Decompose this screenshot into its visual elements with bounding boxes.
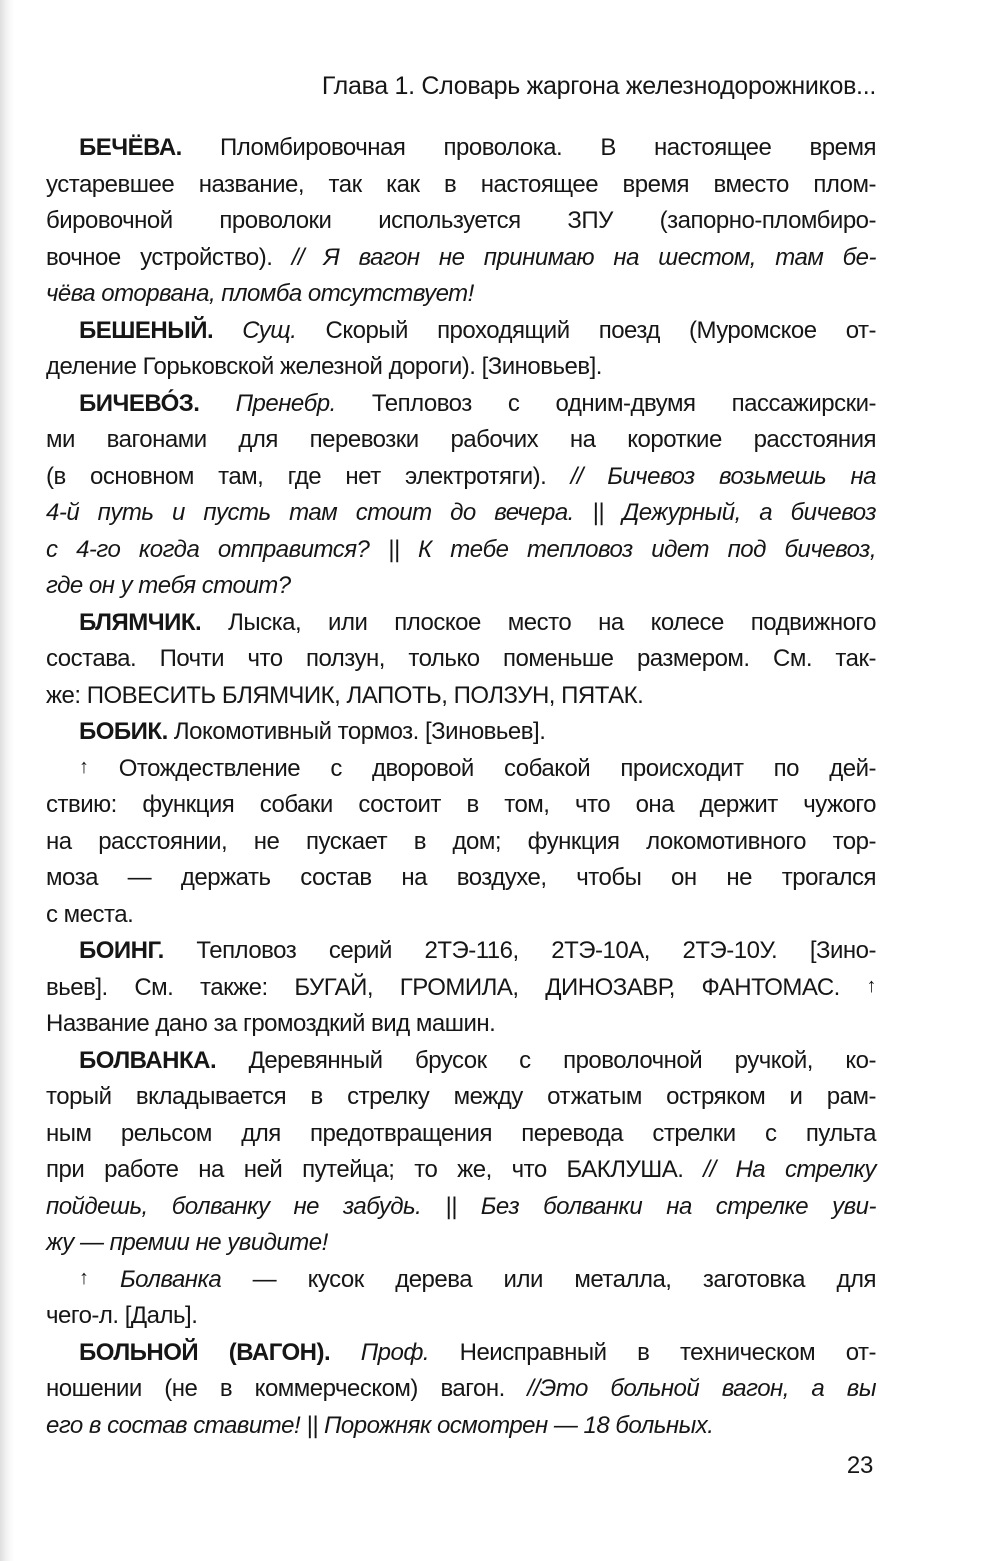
text-line — [46, 1225, 876, 1262]
body-text: же: ПОВЕСИТЬ БЛЯМЧИК, ЛАПОТЬ, ПОЛЗУН, ПЯТАК. — [46, 681, 644, 709]
text-line — [46, 1116, 876, 1153]
body-text: ствию: функция собаки состоит в том, что она держит чужого — [46, 791, 876, 818]
italic-text: // На стрелку — [703, 1156, 877, 1183]
body-text: с места. — [46, 900, 134, 928]
text-line — [46, 532, 876, 569]
italic-text: пойдешь, болванку не забудь. || Без болванки на стрелке уви- — [46, 1192, 876, 1220]
body-text: вочное устройство). — [46, 243, 292, 271]
text-line — [46, 459, 876, 496]
text-line — [46, 276, 876, 313]
body-text: Деревянный брусок с проволочной ручкой, ко- — [216, 1046, 876, 1074]
body-text: ми вагонами для перевозки рабочих на короткие расстояния — [46, 426, 876, 453]
text-line — [46, 678, 876, 715]
body-text: бировочной проволоки используется ЗПУ (запорно-пломбиро- — [46, 207, 876, 234]
italic-text: его в состав ставите! || Порожняк осмотрен — 18 больных. — [46, 1411, 714, 1439]
text-line — [46, 240, 876, 277]
body-text: при работе на ней путейца; то же, что БАКЛУША. — [46, 1156, 704, 1183]
body-text: торый вкладывается в стрелку между отжатым остряком и рам- — [46, 1083, 876, 1110]
body-text: ным рельсом для предотвращения перевода стрелки с пульта — [46, 1119, 876, 1147]
italic-text: чёва оторвана, пломба отсутствует! — [46, 280, 474, 307]
italic-text: с 4-го когда отправится? || К тебе тепловоз идет под бичевоз, — [46, 535, 876, 563]
text-line — [46, 970, 876, 1007]
headword: БОЛЬНОЙ (ВАГОН). — [79, 1338, 331, 1366]
text-line — [46, 1043, 876, 1080]
body-text: на расстоянии, не пускает в дом; функция локомотивного тор- — [46, 827, 876, 855]
text-line — [46, 568, 876, 605]
dictionary-paragraph — [46, 933, 876, 1043]
italic-text: жу — премии не увидите! — [46, 1229, 328, 1256]
text-line — [46, 1006, 876, 1043]
italic-text: Болванка — [88, 1265, 222, 1293]
body-text: состава. Почти что ползун, только поменьше размером. См. так- — [46, 645, 876, 672]
body-text: Лыска, или плоское место на колесе подвижного — [201, 608, 876, 636]
italic-text: Проф. — [330, 1338, 430, 1366]
body-text: ношении (не в коммерческом) вагон. — [46, 1375, 528, 1402]
italic-text: Пренебр. — [199, 389, 336, 417]
body-text: Локомотивный тормоз. [Зиновьев]. — [167, 718, 546, 745]
text-line — [46, 130, 876, 167]
text-line — [46, 422, 876, 459]
text-line — [46, 313, 876, 350]
italic-text: //Это больной вагон, а вы — [527, 1375, 876, 1402]
body-text: устаревшее название, так как в настоящее время вместо плом- — [46, 170, 876, 198]
italic-text: // Бичевоз возьмешь на — [570, 462, 876, 490]
headword: БЕЧЁВА. — [79, 134, 182, 161]
italic-text: // Я вагон не принимаю на шестом, там бе- — [291, 243, 876, 271]
text-line — [46, 1079, 876, 1116]
text-line — [46, 349, 876, 386]
text-line — [46, 860, 876, 897]
note-marker-icon: ↑ — [79, 1266, 89, 1289]
dictionary-paragraph — [46, 714, 876, 751]
page-number: 23 — [846, 1452, 873, 1479]
dictionary-paragraph — [46, 1262, 876, 1335]
body-text: Пломбировочная проволока. В настоящее время — [181, 134, 876, 161]
body-text: Отождествление с дворовой собакой происходит по дей- — [88, 754, 876, 782]
body-text: — кусок дерева или металла, заготовка для — [221, 1265, 876, 1293]
scan-gutter-shadow — [0, 0, 14, 1561]
note-marker-icon: ↑ — [79, 755, 89, 778]
text-line — [46, 1152, 876, 1189]
text-line — [46, 933, 876, 970]
body-text: Скорый проходящий поезд (Муромское от- — [296, 316, 876, 344]
text-line — [46, 605, 876, 642]
text-line — [46, 1335, 876, 1372]
dictionary-paragraph — [46, 605, 876, 715]
dictionary-paragraph — [46, 1043, 876, 1262]
italic-text: где он у тебя стоит? — [46, 572, 291, 599]
text-line — [46, 495, 876, 532]
text-line — [46, 1298, 876, 1335]
italic-text: Сущ. — [213, 316, 297, 344]
body-text: чего-л. [Даль]. — [46, 1302, 198, 1329]
text-line — [46, 824, 876, 861]
text-line — [46, 167, 876, 204]
text-line — [46, 751, 876, 788]
body-text: (в основном там, где нет электротяги). — [46, 462, 571, 490]
text-line — [46, 1262, 876, 1299]
body-text: Название дано за громоздкий вид машин. — [46, 1010, 496, 1037]
text-line — [46, 1371, 876, 1408]
text-line — [46, 897, 876, 934]
body-text: вьев]. См. также: БУГАЙ, ГРОМИЛА, ДИНОЗАВР, ФАНТОМАС. — [46, 973, 867, 1001]
italic-text: 4-й путь и пусть там стоит до вечера. || Дежурный, а бичевоз — [46, 499, 876, 526]
body-text: деление Горьковской железной дороги). [Зиновьев]. — [46, 353, 602, 380]
headword: БОБИК. — [79, 718, 168, 745]
running-header: Глава 1. Словарь жаргона железнодорожников... — [321, 72, 876, 100]
body-text: Тепловоз с одним-двумя пассажирски- — [335, 389, 876, 417]
dictionary-paragraph — [46, 313, 876, 386]
body-text: Неисправный в техническом от- — [429, 1338, 876, 1366]
dictionary-paragraph — [46, 1335, 876, 1445]
body-text: Тепловоз серий 2ТЭ-116, 2ТЭ-10А, 2ТЭ-10У. [Зино- — [163, 937, 876, 964]
text-block — [46, 130, 876, 1444]
dictionary-paragraph — [46, 751, 876, 934]
dictionary-paragraph — [46, 130, 876, 313]
note-marker-icon: ↑ — [866, 974, 876, 997]
headword: БЕШЕНЫЙ. — [79, 316, 214, 344]
text-line — [46, 714, 876, 751]
headword: БИЧЕВО́З. — [79, 389, 200, 417]
text-line — [46, 1189, 876, 1226]
headword: БОЛВАНКА. — [79, 1046, 217, 1074]
text-line — [46, 641, 876, 678]
headword: БОИНГ. — [79, 937, 164, 964]
dictionary-paragraph — [46, 386, 876, 605]
body-text: моза — держать состав на воздухе, чтобы он не трогался — [46, 864, 876, 891]
text-line — [46, 386, 876, 423]
text-line — [46, 203, 876, 240]
headword: БЛЯМЧИК. — [79, 608, 202, 636]
text-line — [46, 1408, 876, 1445]
text-line — [46, 787, 876, 824]
